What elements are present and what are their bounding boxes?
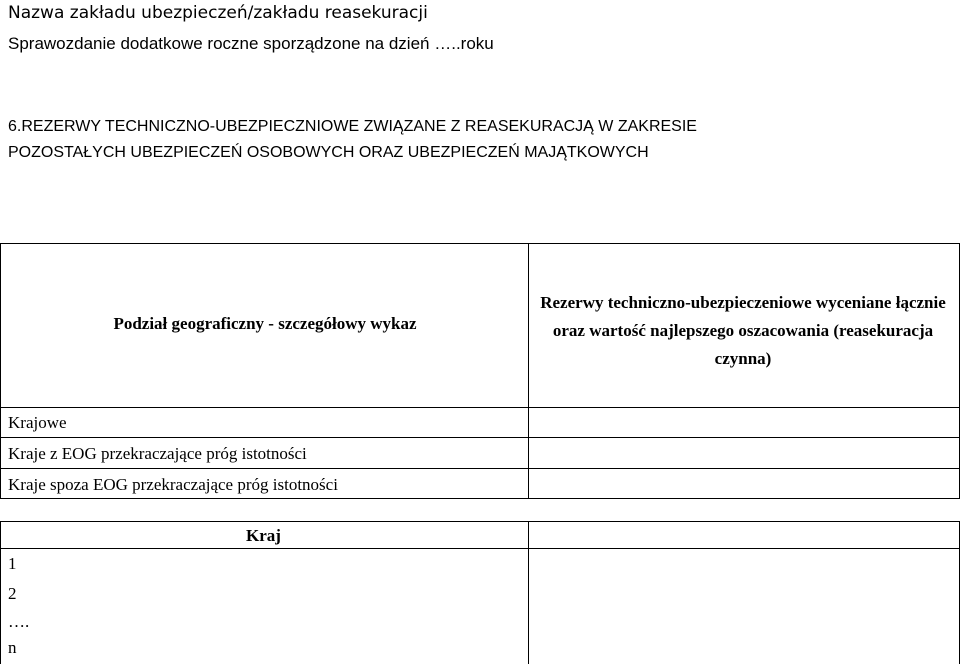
section-title-line-2: POZOSTAŁYCH UBEZPIECZEŃ OSOBOWYCH ORAZ UBEZPIECZEŃ MAJĄTKOWYCH: [8, 144, 649, 161]
row-non-eea: Kraje spoza EOG przekraczające próg istotności: [8, 475, 338, 494]
country-row: 2: [8, 584, 17, 603]
country-table-divider: [528, 521, 529, 664]
country-header: Kraj: [246, 526, 281, 545]
main-table-divider: [528, 243, 529, 499]
report-title: Sprawozdanie dodatkowe roczne sporządzone na dzień …..roku: [8, 34, 494, 53]
country-row: ….: [8, 612, 30, 631]
country-header-underline-right: [528, 548, 960, 549]
country-table: [0, 521, 960, 664]
country-row: 1: [8, 554, 17, 573]
reserves-header: Rezerwy techniczno-ubezpieczeniowe wyceniane łącznie oraz wartość najlepszego oszacowania (reasekuracja czynna): [540, 293, 946, 368]
row-domestic: Krajowe: [8, 413, 67, 432]
country-row: n: [8, 638, 17, 657]
header-bottom-border: [0, 407, 960, 408]
row-eea: Kraje z EOG przekraczające próg istotności: [8, 444, 307, 463]
row-divider: [0, 437, 960, 438]
country-header-underline: [0, 548, 528, 549]
row-divider: [0, 468, 960, 469]
company-name: Nazwa zakładu ubezpieczeń/zakładu reasekuracji: [8, 3, 428, 23]
section-title-line-1: 6.REZERWY TECHNICZNO-UBEZPIECZNIOWE ZWIĄZANE Z REASEKURACJĄ W ZAKRESIE: [8, 118, 697, 135]
geographic-breakdown-header: Podział geograficzny - szczegółowy wykaz: [113, 314, 417, 333]
